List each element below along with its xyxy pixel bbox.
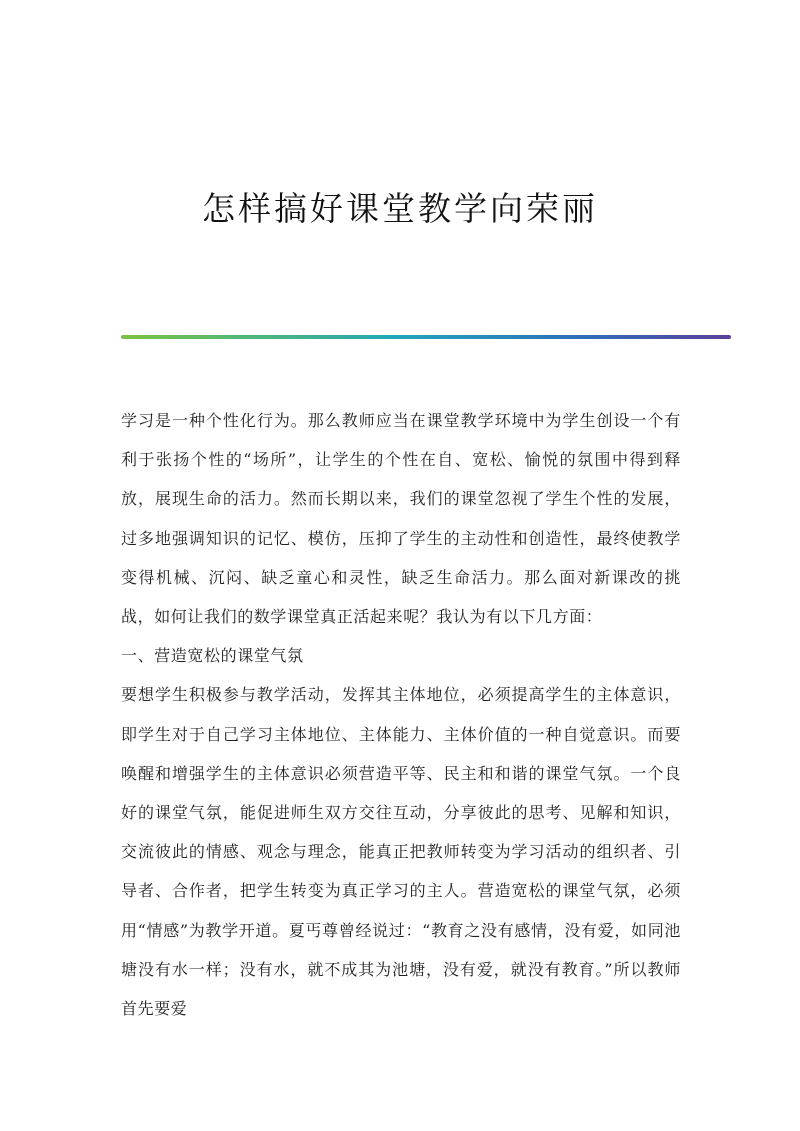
document-title: 怎样搞好课堂教学向荣丽	[202, 189, 598, 228]
section-heading: 一、营造宽松的课堂气氛	[121, 646, 304, 666]
paragraph-intro: 学习是一种个性化行为。那么教师应当在课堂教学环境中为学生创设一个有利于张扬个性的“场所”，让学生的个性在自、宽松、愉悦的氛围中得到释放，展现生命的活力。然而长期以来，我们的课堂忽视了学生个性的发展，过多地强调知识的记忆、模仿，压抑了学生的主动性和创造性，最终使教学变得机械、沉闷、缺乏童心和灵性，缺乏生命活力。那么面对新课改的挑战，如何让我们的数学课堂真正活起来呢？我认为有以下几方面：	[121, 411, 681, 627]
paragraph-section-one: 要想学生积极参与教学活动，发挥其主体地位，必须提高学生的主体意识，即学生对于自己学习主体地位、主体能力、主体价值的一种自觉意识。而要唤醒和增强学生的主体意识必须营造平等、民主和和谐的课堂气氛。一个良好的课堂气氛，能促进师生双方交往互动，分享彼此的思考、见解和知识，交流彼此的情感、观念与理念，能真正把教师转变为学习活动的组织者、引导者、合作者，把学生转变为真正学习的主人。营造宽松的课堂气氛，必须用“情感”为教学开道。夏丐尊曾经说过：“教育之没有感情，没有爱，如同池塘没有水一样；没有水，就不成其为池塘，没有爱，就没有教育。”所以教师首先要爱	[121, 685, 681, 1019]
title-divider	[121, 335, 731, 339]
document-body	[121, 401, 681, 1028]
